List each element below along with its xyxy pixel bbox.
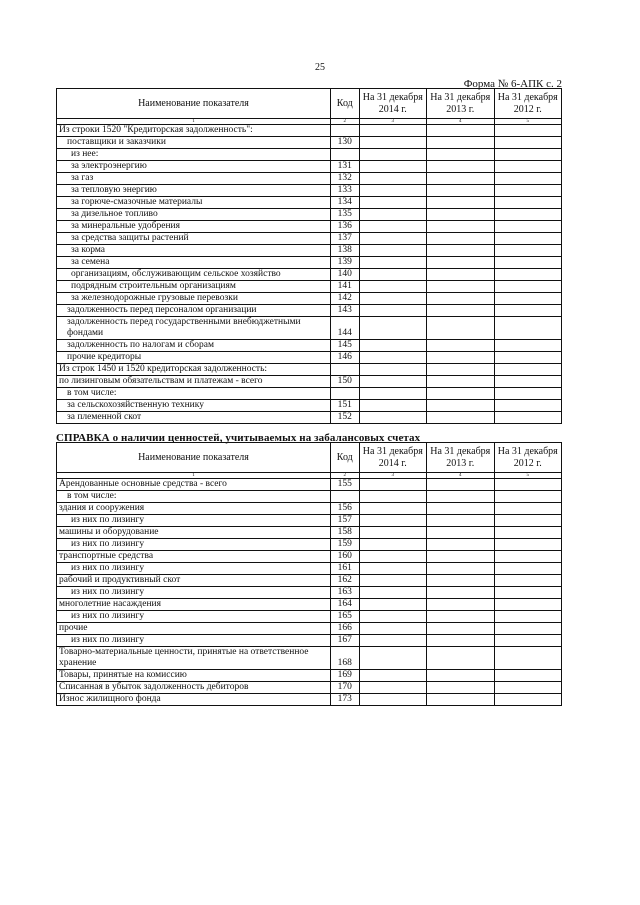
table-row bbox=[57, 587, 562, 599]
value-cell[interactable] bbox=[494, 527, 562, 539]
row-label: из них по лизингу bbox=[57, 539, 331, 551]
value-cell[interactable] bbox=[427, 527, 494, 539]
row-code: 155 bbox=[330, 479, 359, 491]
header-code: Код bbox=[330, 443, 359, 473]
value-cell[interactable] bbox=[359, 412, 426, 424]
table-row bbox=[57, 352, 562, 364]
value-cell[interactable] bbox=[427, 352, 494, 364]
table-row bbox=[57, 412, 562, 424]
row-code: 141 bbox=[330, 281, 359, 293]
table-row bbox=[57, 197, 562, 209]
row-code: 140 bbox=[330, 269, 359, 281]
value-cell[interactable] bbox=[494, 293, 562, 305]
value-cell[interactable] bbox=[494, 611, 562, 623]
row-code bbox=[330, 125, 359, 137]
table-row bbox=[57, 376, 562, 388]
row-label: за железнодорожные грузовые перевозки bbox=[57, 293, 331, 305]
value-cell[interactable] bbox=[427, 173, 494, 185]
value-cell[interactable] bbox=[427, 587, 494, 599]
value-cell[interactable] bbox=[494, 503, 562, 515]
value-cell[interactable] bbox=[494, 635, 562, 647]
row-code bbox=[330, 364, 359, 376]
value-cell[interactable] bbox=[359, 611, 426, 623]
value-cell[interactable] bbox=[494, 491, 562, 503]
value-cell[interactable] bbox=[494, 221, 562, 233]
col-index: 4 bbox=[427, 119, 494, 125]
value-cell[interactable] bbox=[427, 682, 494, 694]
value-cell[interactable] bbox=[494, 269, 562, 281]
value-cell[interactable] bbox=[427, 317, 494, 340]
table-row bbox=[57, 257, 562, 269]
col-index: 2 bbox=[330, 473, 359, 479]
value-cell[interactable] bbox=[494, 137, 562, 149]
row-code: 173 bbox=[330, 694, 359, 706]
table-row bbox=[57, 670, 562, 682]
value-cell[interactable] bbox=[494, 125, 562, 137]
row-code: 134 bbox=[330, 197, 359, 209]
row-code: 167 bbox=[330, 635, 359, 647]
row-label: за семена bbox=[57, 257, 331, 269]
row-code: 165 bbox=[330, 611, 359, 623]
row-code: 166 bbox=[330, 623, 359, 635]
value-cell[interactable] bbox=[359, 575, 426, 587]
value-cell[interactable] bbox=[494, 233, 562, 245]
col-index: 3 bbox=[359, 473, 426, 479]
row-code: 144 bbox=[330, 317, 359, 340]
header-2012: На 31 декабря 2012 г. bbox=[494, 89, 562, 119]
table-row bbox=[57, 317, 562, 340]
value-cell[interactable] bbox=[427, 563, 494, 575]
value-cell[interactable] bbox=[427, 539, 494, 551]
row-code: 161 bbox=[330, 563, 359, 575]
value-cell[interactable] bbox=[359, 647, 426, 670]
value-cell[interactable] bbox=[494, 682, 562, 694]
row-label: Износ жилищного фонда bbox=[57, 694, 331, 706]
row-label: за газ bbox=[57, 173, 331, 185]
value-cell[interactable] bbox=[427, 623, 494, 635]
value-cell[interactable] bbox=[359, 161, 426, 173]
row-code: 135 bbox=[330, 209, 359, 221]
table-row bbox=[57, 599, 562, 611]
table-row bbox=[57, 137, 562, 149]
value-cell[interactable] bbox=[359, 173, 426, 185]
row-label: за сельскохозяйственную технику bbox=[57, 400, 331, 412]
row-code: 163 bbox=[330, 587, 359, 599]
value-cell[interactable] bbox=[359, 694, 426, 706]
header-2013: На 31 декабря 2013 г. bbox=[427, 89, 494, 119]
table-row bbox=[57, 209, 562, 221]
value-cell[interactable] bbox=[494, 305, 562, 317]
table-row bbox=[57, 221, 562, 233]
row-code bbox=[330, 491, 359, 503]
value-cell[interactable] bbox=[494, 317, 562, 340]
row-label: задолженность перед персоналом организации bbox=[57, 305, 331, 317]
row-label: за племенной скот bbox=[57, 412, 331, 424]
row-code: 152 bbox=[330, 412, 359, 424]
table-row bbox=[57, 125, 562, 137]
row-label: Из строк 1450 и 1520 кредиторская задолженность: bbox=[57, 364, 331, 376]
value-cell[interactable] bbox=[494, 197, 562, 209]
col-index: 5 bbox=[494, 473, 562, 479]
row-label: из них по лизингу bbox=[57, 587, 331, 599]
row-label: организациям, обслуживающим сельское хозяйство bbox=[57, 269, 331, 281]
form-label: Форма № 6-АПК с. 2 bbox=[463, 78, 562, 90]
value-cell[interactable] bbox=[359, 149, 426, 161]
row-code: 132 bbox=[330, 173, 359, 185]
table-row bbox=[57, 694, 562, 706]
value-cell[interactable] bbox=[427, 305, 494, 317]
value-cell[interactable] bbox=[494, 563, 562, 575]
value-cell[interactable] bbox=[427, 233, 494, 245]
value-cell[interactable] bbox=[494, 515, 562, 527]
row-label: за горюче-смазочные материалы bbox=[57, 197, 331, 209]
value-cell[interactable] bbox=[427, 245, 494, 257]
value-cell[interactable] bbox=[494, 352, 562, 364]
value-cell[interactable] bbox=[427, 388, 494, 400]
row-label: в том числе: bbox=[57, 388, 331, 400]
page-number: 25 bbox=[315, 62, 325, 73]
value-cell[interactable] bbox=[359, 388, 426, 400]
table-row bbox=[57, 515, 562, 527]
row-code: 164 bbox=[330, 599, 359, 611]
table-row bbox=[57, 623, 562, 635]
table-row bbox=[57, 149, 562, 161]
value-cell[interactable] bbox=[494, 185, 562, 197]
row-label: из них по лизингу bbox=[57, 515, 331, 527]
table-row bbox=[57, 185, 562, 197]
value-cell[interactable] bbox=[494, 412, 562, 424]
value-cell[interactable] bbox=[427, 491, 494, 503]
value-cell[interactable] bbox=[359, 563, 426, 575]
row-label: из них по лизингу bbox=[57, 563, 331, 575]
row-label: Списанная в убыток задолженность дебиторов bbox=[57, 682, 331, 694]
table-row bbox=[57, 340, 562, 352]
table-row bbox=[57, 364, 562, 376]
table-row bbox=[57, 527, 562, 539]
value-cell[interactable] bbox=[359, 245, 426, 257]
table-row bbox=[57, 479, 562, 491]
header-2013: На 31 декабря 2013 г. bbox=[427, 443, 494, 473]
value-cell[interactable] bbox=[494, 623, 562, 635]
value-cell[interactable] bbox=[427, 575, 494, 587]
row-code: 150 bbox=[330, 376, 359, 388]
value-cell[interactable] bbox=[427, 479, 494, 491]
row-label: Товарно-материальные ценности, принятые на ответственное хранение bbox=[57, 647, 331, 670]
value-cell[interactable] bbox=[494, 670, 562, 682]
row-code: 137 bbox=[330, 233, 359, 245]
row-label: из нее: bbox=[57, 149, 331, 161]
value-cell[interactable] bbox=[359, 269, 426, 281]
value-cell[interactable] bbox=[494, 376, 562, 388]
value-cell[interactable] bbox=[427, 647, 494, 670]
value-cell[interactable] bbox=[359, 209, 426, 221]
row-label: задолженность по налогам и сборам bbox=[57, 340, 331, 352]
row-label: Арендованные основные средства - всего bbox=[57, 479, 331, 491]
value-cell[interactable] bbox=[427, 503, 494, 515]
row-label: за корма bbox=[57, 245, 331, 257]
value-cell[interactable] bbox=[427, 149, 494, 161]
header-name: Наименование показателя bbox=[57, 443, 331, 473]
row-label: из них по лизингу bbox=[57, 635, 331, 647]
value-cell[interactable] bbox=[427, 137, 494, 149]
row-label: Товары, принятые на комиссию bbox=[57, 670, 331, 682]
row-code: 159 bbox=[330, 539, 359, 551]
header-code: Код bbox=[330, 89, 359, 119]
row-code: 130 bbox=[330, 137, 359, 149]
table-row bbox=[57, 293, 562, 305]
value-cell[interactable] bbox=[359, 197, 426, 209]
table-row bbox=[57, 269, 562, 281]
value-cell[interactable] bbox=[359, 137, 426, 149]
value-cell[interactable] bbox=[359, 257, 426, 269]
value-cell[interactable] bbox=[494, 551, 562, 563]
value-cell[interactable] bbox=[427, 515, 494, 527]
value-cell[interactable] bbox=[359, 125, 426, 137]
value-cell[interactable] bbox=[494, 245, 562, 257]
col-index: 1 bbox=[57, 473, 331, 479]
row-label: поставщики и заказчики bbox=[57, 137, 331, 149]
value-cell[interactable] bbox=[427, 364, 494, 376]
value-cell[interactable] bbox=[427, 635, 494, 647]
value-cell[interactable] bbox=[427, 611, 494, 623]
row-code: 143 bbox=[330, 305, 359, 317]
row-label: за тепловую энергию bbox=[57, 185, 331, 197]
value-cell[interactable] bbox=[427, 293, 494, 305]
value-cell[interactable] bbox=[359, 599, 426, 611]
value-cell[interactable] bbox=[494, 281, 562, 293]
value-cell[interactable] bbox=[359, 400, 426, 412]
row-label: транспортные средства bbox=[57, 551, 331, 563]
row-label: за дизельное топливо bbox=[57, 209, 331, 221]
value-cell[interactable] bbox=[359, 376, 426, 388]
value-cell[interactable] bbox=[359, 527, 426, 539]
value-cell[interactable] bbox=[359, 479, 426, 491]
value-cell[interactable] bbox=[359, 317, 426, 340]
row-label: за минеральные удобрения bbox=[57, 221, 331, 233]
row-label: прочие bbox=[57, 623, 331, 635]
value-cell[interactable] bbox=[427, 125, 494, 137]
value-cell[interactable] bbox=[427, 376, 494, 388]
value-cell[interactable] bbox=[359, 587, 426, 599]
value-cell[interactable] bbox=[359, 233, 426, 245]
row-label: подрядным строительным организациям bbox=[57, 281, 331, 293]
row-label: прочие кредиторы bbox=[57, 352, 331, 364]
value-cell[interactable] bbox=[359, 515, 426, 527]
col-index: 3 bbox=[359, 119, 426, 125]
table-row bbox=[57, 491, 562, 503]
value-cell[interactable] bbox=[359, 221, 426, 233]
table-row bbox=[57, 635, 562, 647]
value-cell[interactable] bbox=[427, 161, 494, 173]
row-label: за электроэнергию bbox=[57, 161, 331, 173]
value-cell[interactable] bbox=[494, 539, 562, 551]
value-cell[interactable] bbox=[427, 257, 494, 269]
table-row bbox=[57, 400, 562, 412]
value-cell[interactable] bbox=[494, 149, 562, 161]
table-row bbox=[57, 575, 562, 587]
off-balance-table bbox=[56, 442, 562, 706]
table-row bbox=[57, 305, 562, 317]
value-cell[interactable] bbox=[427, 400, 494, 412]
row-code: 169 bbox=[330, 670, 359, 682]
row-code: 142 bbox=[330, 293, 359, 305]
row-code: 145 bbox=[330, 340, 359, 352]
value-cell[interactable] bbox=[494, 364, 562, 376]
value-cell[interactable] bbox=[427, 551, 494, 563]
row-label: машины и оборудование bbox=[57, 527, 331, 539]
header-2012: На 31 декабря 2012 г. bbox=[494, 443, 562, 473]
value-cell[interactable] bbox=[427, 269, 494, 281]
value-cell[interactable] bbox=[494, 479, 562, 491]
table-row bbox=[57, 611, 562, 623]
value-cell[interactable] bbox=[427, 197, 494, 209]
value-cell[interactable] bbox=[494, 599, 562, 611]
value-cell[interactable] bbox=[427, 209, 494, 221]
table-row bbox=[57, 233, 562, 245]
table-row bbox=[57, 388, 562, 400]
value-cell[interactable] bbox=[359, 305, 426, 317]
col-index: 5 bbox=[494, 119, 562, 125]
value-cell[interactable] bbox=[427, 221, 494, 233]
value-cell[interactable] bbox=[494, 257, 562, 269]
col-index: 4 bbox=[427, 473, 494, 479]
row-code bbox=[330, 388, 359, 400]
value-cell[interactable] bbox=[359, 670, 426, 682]
row-code: 136 bbox=[330, 221, 359, 233]
value-cell[interactable] bbox=[359, 682, 426, 694]
table-row bbox=[57, 173, 562, 185]
value-cell[interactable] bbox=[494, 340, 562, 352]
row-code: 138 bbox=[330, 245, 359, 257]
value-cell[interactable] bbox=[359, 539, 426, 551]
row-code: 162 bbox=[330, 575, 359, 587]
value-cell[interactable] bbox=[494, 209, 562, 221]
payables-table bbox=[56, 88, 562, 424]
value-cell[interactable] bbox=[494, 647, 562, 670]
row-code: 170 bbox=[330, 682, 359, 694]
row-label: задолженность перед государственными внебюджетными фондами bbox=[57, 317, 331, 340]
value-cell[interactable] bbox=[359, 293, 426, 305]
row-label: по лизинговым обязательствам и платежам - всего bbox=[57, 376, 331, 388]
value-cell[interactable] bbox=[427, 694, 494, 706]
row-code: 133 bbox=[330, 185, 359, 197]
value-cell[interactable] bbox=[359, 340, 426, 352]
value-cell[interactable] bbox=[427, 599, 494, 611]
value-cell[interactable] bbox=[427, 670, 494, 682]
row-code: 157 bbox=[330, 515, 359, 527]
row-code: 156 bbox=[330, 503, 359, 515]
value-cell[interactable] bbox=[359, 364, 426, 376]
value-cell[interactable] bbox=[494, 388, 562, 400]
value-cell[interactable] bbox=[427, 185, 494, 197]
value-cell[interactable] bbox=[494, 575, 562, 587]
row-code bbox=[330, 149, 359, 161]
value-cell[interactable] bbox=[494, 587, 562, 599]
row-label: рабочий и продуктивный скот bbox=[57, 575, 331, 587]
table-row bbox=[57, 281, 562, 293]
value-cell[interactable] bbox=[359, 491, 426, 503]
value-cell[interactable] bbox=[359, 623, 426, 635]
row-code: 158 bbox=[330, 527, 359, 539]
table-row bbox=[57, 245, 562, 257]
row-label: за средства защиты растений bbox=[57, 233, 331, 245]
row-code: 168 bbox=[330, 647, 359, 670]
table-row bbox=[57, 647, 562, 670]
value-cell[interactable] bbox=[427, 412, 494, 424]
header-2014: На 31 декабря 2014 г. bbox=[359, 443, 426, 473]
value-cell[interactable] bbox=[494, 173, 562, 185]
row-code: 139 bbox=[330, 257, 359, 269]
value-cell[interactable] bbox=[494, 400, 562, 412]
row-code: 160 bbox=[330, 551, 359, 563]
row-label: из них по лизингу bbox=[57, 611, 331, 623]
value-cell[interactable] bbox=[359, 503, 426, 515]
value-cell[interactable] bbox=[359, 551, 426, 563]
row-label: многолетние насаждения bbox=[57, 599, 331, 611]
value-cell[interactable] bbox=[427, 281, 494, 293]
row-label: в том числе: bbox=[57, 491, 331, 503]
value-cell[interactable] bbox=[359, 352, 426, 364]
value-cell[interactable] bbox=[359, 635, 426, 647]
value-cell[interactable] bbox=[359, 185, 426, 197]
value-cell[interactable] bbox=[494, 694, 562, 706]
value-cell[interactable] bbox=[359, 281, 426, 293]
row-code: 146 bbox=[330, 352, 359, 364]
table-row bbox=[57, 551, 562, 563]
row-code: 131 bbox=[330, 161, 359, 173]
section-title: СПРАВКА о наличии ценностей, учитываемых на забалансовых счетах bbox=[56, 432, 421, 444]
col-index: 2 bbox=[330, 119, 359, 125]
table-row bbox=[57, 539, 562, 551]
row-label: Из строки 1520 "Кредиторская задолженность": bbox=[57, 125, 331, 137]
row-label: здания и сооружения bbox=[57, 503, 331, 515]
header-2014: На 31 декабря 2014 г. bbox=[359, 89, 426, 119]
table-row bbox=[57, 682, 562, 694]
table-row bbox=[57, 161, 562, 173]
row-code: 151 bbox=[330, 400, 359, 412]
col-index: 1 bbox=[57, 119, 331, 125]
value-cell[interactable] bbox=[494, 161, 562, 173]
table-row bbox=[57, 563, 562, 575]
value-cell[interactable] bbox=[427, 340, 494, 352]
table-row bbox=[57, 503, 562, 515]
header-name: Наименование показателя bbox=[57, 89, 331, 119]
